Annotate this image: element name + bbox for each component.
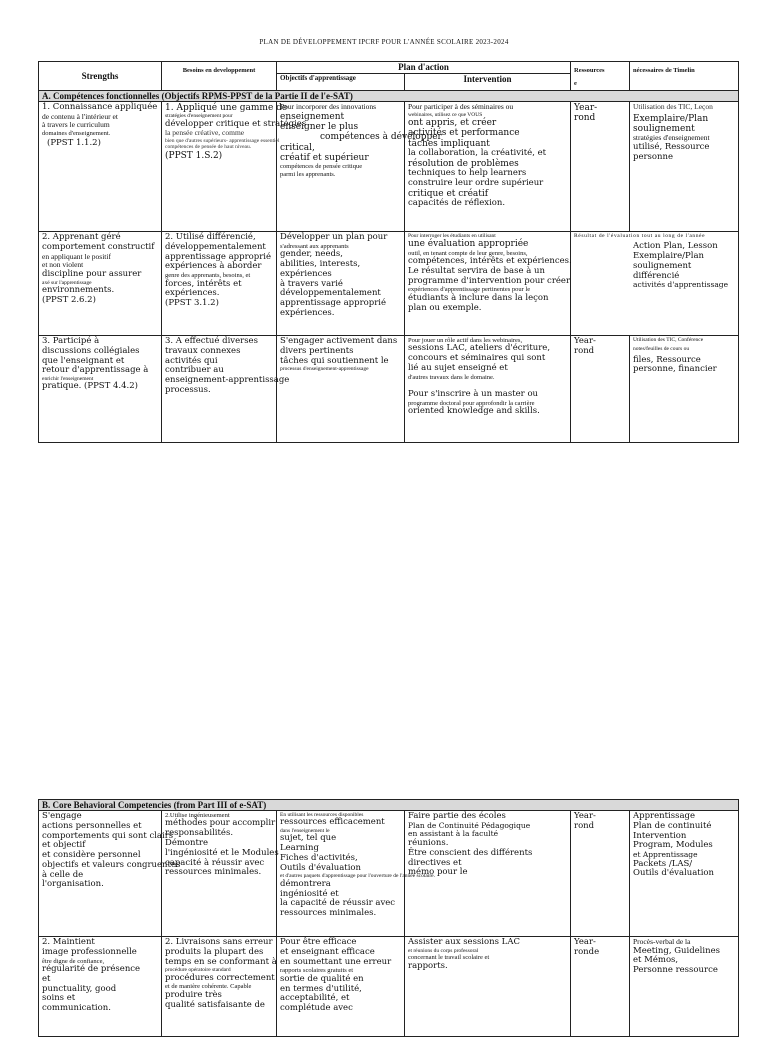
intervention-cell: Faire partie des écoles Plan de Continuité Pédagogique en assistant à la faculté réunions. Être conscient des différents directives et mémo pour le [405, 811, 571, 937]
header-ressources: Ressources e [571, 62, 630, 91]
strength-cell: 3. Participé à discussions collégiales que l'enseignant et retour d'apprentissage à enrichir l'enseignement pratique. (PPST 4.4.2) [39, 336, 162, 443]
objectifs-cell: En utilisant les ressources disponibles ressources efficacement dans l'enseignement le sujet, tel que Learning Fiches d'activités, Outils d'évaluation et d'autres paquets d'apprentissage pour l'ouverture de l'année scolaire. démontrera ingéniosité et la capacité de réussir avec ressources minimales. [277, 811, 405, 937]
header-strengths: Strengths [39, 62, 162, 91]
strength-cell: S'engage actions personnelles et comportements qui sont clairs et objectif et considère personnel objectifs et valeurs congruentes à celle de l'organisation. [39, 811, 162, 937]
objectifs-cell: S'engager activement dans divers pertinents tâches qui soutiennent le processus d'enseignement-apprentissage [277, 336, 405, 443]
ressources-cell: Utilisation des TIC, Conférence notes/feuilles de cours ou files, Ressource personne, financier [630, 336, 739, 443]
ressources-cell: Procès-verbal de la Meeting, Guidelines et Mémos, Personne ressource [630, 937, 739, 1037]
table-row [39, 811, 739, 937]
besoins-cell: 2. Livraisons sans erreur produits la plupart des temps en se conformant à procédure opératoire standard procédures correctement et de manière cohérente. Capable produire très qualité satisfaisante de [162, 937, 277, 1037]
besoins-cell: 1. Appliqué une gamme de stratégies d'enseignement pour développer critique et stratégies la pensée créative, comme bien que d'autres supérieurs- apprentissage essentiel compétences de pensée de haut niveau. (PPST 1.S.2) [162, 102, 277, 232]
table-row [39, 336, 739, 443]
header-intervention: Intervention [405, 74, 571, 91]
intervention-cell: Assister aux sessions LAC et réunions du corps professoral concernant le travail scolaire et rapports. [405, 937, 571, 1037]
objectifs-cell: Pour être efficace et enseignant efficace en soumettant une erreur rapports scolaires gratuits et sortie de qualité en en termes d'utilité, acceptabilité, et complétude avec [277, 937, 405, 1037]
header-timeline: nécessaires de Timelin [630, 62, 739, 91]
header-plan-action: Plan d'action [277, 62, 571, 74]
ressources-cell: Utilisation des TIC, Leçon Exemplaire/Plan soulignement stratégies d'enseignement utilisé, Ressource personne [630, 102, 739, 232]
header-besoins: Besoins en developpement [162, 62, 277, 91]
document-title: PLAN DE DÉVELOPPEMENT IPCRF POUR L'ANNÉE SCOLAIRE 2023-2024 [259, 38, 509, 46]
table-row [39, 232, 739, 336]
timeline-ressources-cell: Résultat de l'évaluation tout au long de l'année Action Plan, Lesson Exemplaire/Plan soulignement différencié activités d'apprentissage [571, 232, 739, 336]
besoins-cell: 2.Utilise ingénieusement méthodes pour accomplir responsabilités. Démontre l'ingéniosité et le Modules capacité à réussir avec ressources minimales. [162, 811, 277, 937]
besoins-cell: 3. A effectué diverses travaux connexes activités qui contribuer au enseignement-apprentissage processus. [162, 336, 277, 443]
strength-cell: 1. Connaissance appliquée de contenu à l'intérieur et à travers le curriculum domaines d'enseignement. (PPST 1.1.2) [39, 102, 162, 232]
objectifs-cell: Pour incorporer des innovations enseignement enseigner le plus compétences à développer critical, créatif et supérieur compétences de pensée critique parmi les apprenants. [277, 102, 405, 232]
plan-table-b [38, 799, 739, 1037]
intervention-cell: Pour jouer un rôle actif dans les webinaires, sessions LAC, ateliers d'écriture, concours et séminaires qui sont lié au sujet enseigné et d'autres travaux dans le domaine. Pour s'inscrire à un master ou programme doctoral pour approfondir la carrière oriented knowledge and skills. [405, 336, 571, 443]
timeline-cell: Year- ronde [571, 937, 630, 1037]
section-a-title: A. Compétences fonctionnelles (Objectifs RPMS-PPST de la Partie II de l'e-SAT) [39, 91, 739, 102]
besoins-cell: 2. Utilisé différencié, développementalement apprentissage approprié expériences à aborder genre des apprenants, besoins, et forces, intérêts et expériences. (PPST 3.1.2) [162, 232, 277, 336]
intervention-cell: Pour participer à des séminaires ou webinaires, utilisez ce que VOUS ont appris, et créer activités et performance tâches impliquant la collaboration, la créativité, et résolution de problèmes techniques to help learners construire leur ordre supérieur critique et créatif capacités de réflexion. [405, 102, 571, 232]
timeline-cell: Year- rond [571, 336, 630, 443]
objectifs-cell: Développer un plan pour s'adressant aux apprenants gender, needs, abilities, interests, expériences à travers varié développementalement apprentissage approprié expériences. [277, 232, 405, 336]
timeline-cell: Year- rond [571, 811, 630, 937]
table-row [39, 937, 739, 1037]
intervention-cell: Pour interroger les étudiants en utilisant une évaluation appropriée outil, en tenant compte de leur genre, besoins, compétences, intérêts et expériences. Le résultat servira de base à un programme d'intervention pour créer expériences d'apprentissage pertinentes pour le étudiants à inclure dans la leçon plan ou exemple. [405, 232, 571, 336]
table-row [39, 102, 739, 232]
strength-cell: 2. Maintient image professionnelle être digne de confiance, régularité de présence et punctuality, good soins et communication. [39, 937, 162, 1037]
header-objectifs: Objectifs d'apprentissage [277, 74, 405, 91]
plan-table-a [38, 61, 739, 443]
strength-cell: 2. Apprenant géré comportement constructif en appliquant le positif et non violent discipline pour assurer axé sur l'apprentissage environnements. (PPST 2.6.2) [39, 232, 162, 336]
section-b-title: B. Core Behavioral Competencies (from Part III of e-SAT) [39, 800, 739, 811]
timeline-cell: Year- rond [571, 102, 630, 232]
ressources-cell: Apprentissage Plan de continuité Intervention Program, Modules et Apprentissage Packets /LAS/ Outils d'évaluation [630, 811, 739, 937]
